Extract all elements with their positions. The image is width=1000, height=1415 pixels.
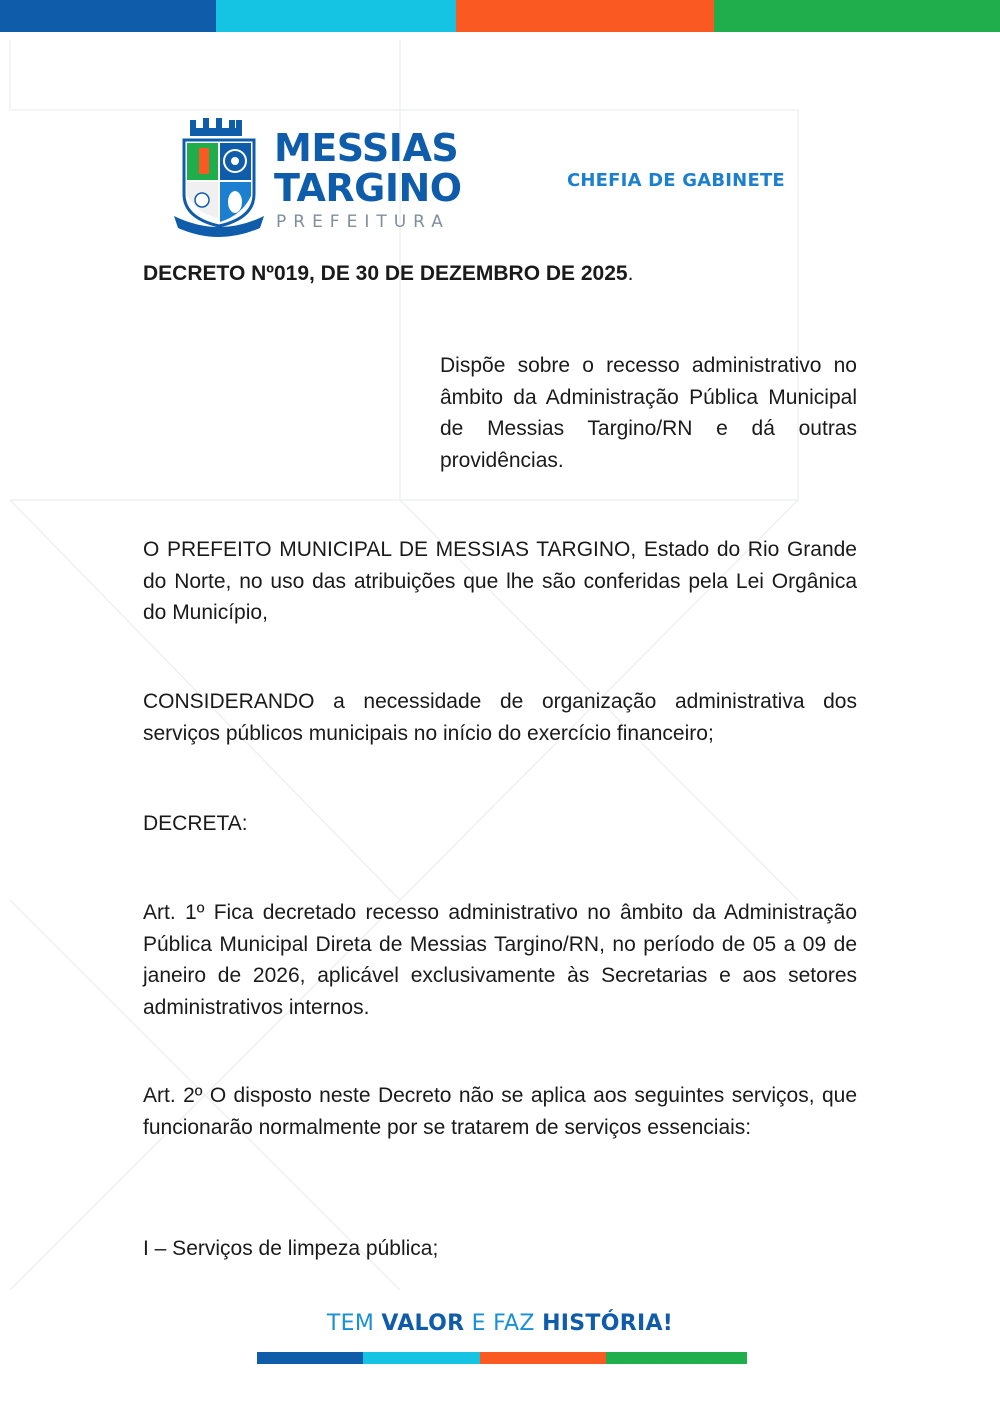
crown-icon [190,118,242,136]
logo-text-prefeitura: PREFEITURA [276,212,450,232]
decreta-heading: DECRETA: [143,812,248,835]
preamble-paragraph: O PREFEITO MUNICIPAL DE MESSIAS TARGINO, Estado do Rio Grande do Norte, no uso das atribuições que lhe são conferidas pela Lei Orgânica do Município, [143,538,857,624]
slogan-part-2: VALOR [381,1311,465,1336]
top-color-bar [0,0,1000,32]
bottom-bar-orange [480,1352,606,1364]
slogan-part-4: HISTÓRIA! [542,1311,674,1336]
department-label: CHEFIA DE GABINETE [567,170,785,191]
decree-title-text: DECRETO Nº019, DE 30 DE DEZEMBRO DE 2025 [143,262,628,285]
article-2: Art. 2º O disposto neste Decreto não se aplica aos seguintes serviços, que funcionarão normalmente por se tratarem de serviços essenciais: [143,1084,857,1139]
decree-title-period: . [627,262,634,285]
top-bar-green [714,0,1000,32]
bottom-bar-cyan [363,1352,480,1364]
decree-ementa: Dispõe sobre o recesso administrativo no âmbito da Administração Pública Municipal de Messias Targino/RN e dá outras providências. [440,354,857,472]
logo-text-messias: MESSIAS [274,126,459,170]
bottom-color-bar [257,1352,747,1364]
top-bar-orange [456,0,714,32]
footer-slogan [0,1311,1000,1336]
top-bar-cyan [216,0,456,32]
bottom-bar-dark-blue [257,1352,363,1364]
logo-text-targino: TARGINO [274,166,462,210]
top-bar-dark-blue [0,0,216,32]
bottom-bar-green [606,1352,747,1364]
article-2-item-1: I – Serviços de limpeza pública; [143,1237,439,1260]
slogan-part-1: TEM [326,1311,382,1336]
slogan-part-3: E FAZ [464,1311,543,1336]
article-1: Art. 1º Fica decretado recesso administrativo no âmbito da Administração Pública Municipal Direta de Messias Targino/RN, no período de 05 a 09 de janeiro de 2026, aplicável exclusivamente às Secretarias e aos setores administrativos internos. [143,901,857,1019]
decree-title [143,262,633,286]
logo-wordmark [274,128,462,232]
considerando-paragraph: CONSIDERANDO a necessidade de organização administrativa dos serviços públicos municipais no início do exercício financeiro; [143,690,857,745]
